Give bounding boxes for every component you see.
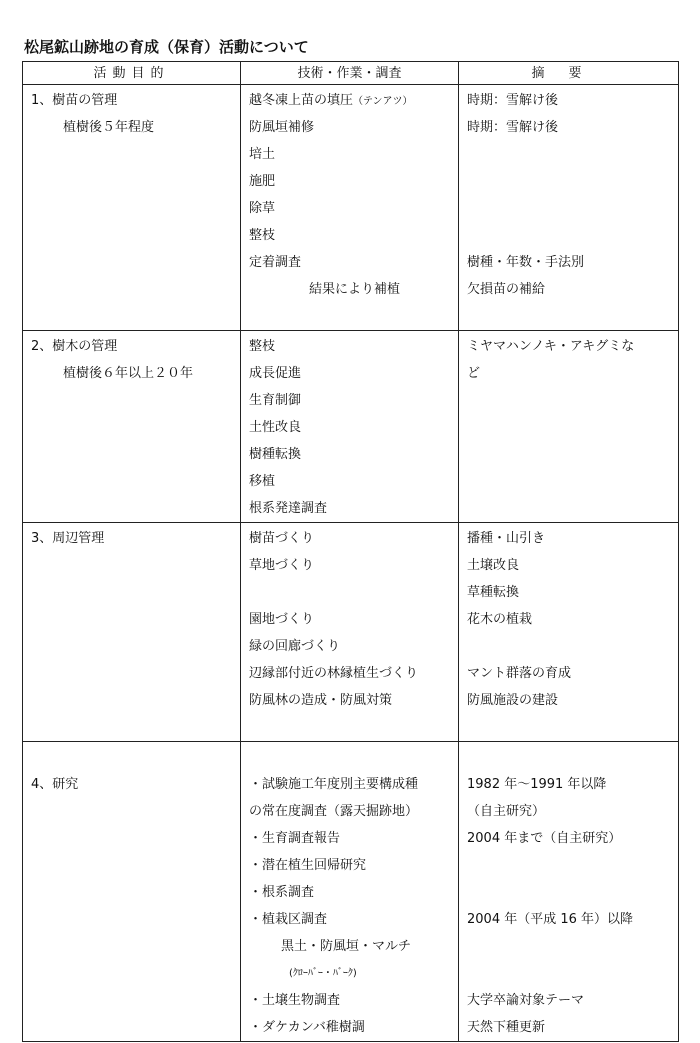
- summary-item: 樹種・年数・手法別: [467, 255, 585, 270]
- technique-item: 土性改良: [249, 420, 302, 435]
- summary-item: [467, 879, 670, 906]
- purpose-heading: 3、周辺管理: [31, 531, 105, 546]
- technique-item: ・生育調査報告: [249, 831, 341, 846]
- technique-item: ・潜在植生回帰研究: [249, 858, 367, 873]
- summary-item: ど: [467, 366, 481, 381]
- purpose-heading: 4、研究: [31, 777, 79, 792]
- summary-item: 花木の植栽: [467, 612, 533, 627]
- purpose-cell: [23, 331, 241, 523]
- technique-item: 生育制御: [249, 393, 302, 408]
- summary-item: 天然下種更新: [467, 1020, 546, 1035]
- table-row: [23, 85, 679, 331]
- technique-cell: [241, 742, 459, 1042]
- technique-item: 草地づくり: [249, 558, 315, 573]
- summary-item: [467, 222, 670, 249]
- summary-item: 土壌改良: [467, 558, 520, 573]
- technique-item: 樹種転換: [249, 447, 302, 462]
- summary-item: [467, 195, 670, 222]
- technique-item: 整枝: [249, 339, 276, 354]
- technique-item: 根系発達調査: [249, 501, 328, 516]
- summary-item: [467, 168, 670, 195]
- technique-item: 辺縁部付近の林縁植生づくり: [249, 666, 419, 681]
- technique-item: 園地づくり: [249, 612, 315, 627]
- technique-item: 樹苗づくり: [249, 531, 315, 546]
- technique-item: 黒土・防風垣・マルチ: [281, 939, 412, 954]
- summary-item: [467, 852, 670, 879]
- header-technique: 技術・作業・調査: [241, 62, 459, 85]
- summary-cell: [459, 742, 679, 1042]
- summary-item: （自主研究）: [467, 804, 546, 819]
- table-header-row: [23, 62, 679, 85]
- technique-cell: [241, 523, 459, 742]
- technique-item: ・ダケカンバ稚樹調: [249, 1020, 365, 1035]
- summary-item: [467, 141, 670, 168]
- table-row: [23, 742, 679, 1042]
- summary-item: 2004 年まで（自主研究）: [467, 831, 622, 846]
- technique-item: 除草: [249, 201, 276, 216]
- technique-item: 移植: [249, 474, 276, 489]
- technique-item: 防風垣補修: [249, 120, 315, 135]
- activity-table: [22, 61, 679, 1042]
- purpose-detail: 植樹後６年以上２０年: [63, 366, 194, 381]
- technique-item: 越冬凍上苗の填圧（テンアツ）: [249, 93, 413, 108]
- technique-item: 防風林の造成・防風対策: [249, 693, 393, 708]
- page-title: 松尾鉱山跡地の育成（保育）活動について: [24, 38, 309, 56]
- technique-item: ・土壌生物調査: [249, 993, 341, 1008]
- technique-item: ・根系調査: [249, 885, 315, 900]
- purpose-heading: 2、樹木の管理: [31, 339, 118, 354]
- summary-item: 草種転換: [467, 585, 520, 600]
- summary-item: 1982 年～1991 年以降: [467, 777, 607, 792]
- summary-item: マント群落の育成: [467, 666, 572, 681]
- purpose-cell: [23, 85, 241, 331]
- summary-item: 大学卒論対象テーマ: [467, 993, 585, 1008]
- table-row: [23, 523, 679, 742]
- technique-item: 整枝: [249, 228, 276, 243]
- technique-cell: [241, 331, 459, 523]
- technique-cell: [241, 85, 459, 331]
- summary-item: [467, 933, 670, 960]
- technique-item: 培土: [249, 147, 276, 162]
- technique-item: 緑の回廊づくり: [249, 639, 341, 654]
- summary-item: 2004 年（平成 16 年）以降: [467, 912, 634, 927]
- summary-cell: [459, 331, 679, 523]
- technique-item: ・試験施工年度別主要構成種: [249, 777, 419, 792]
- summary-item: 時期：雪解け後: [467, 120, 559, 135]
- technique-item: の常在度調査（露天掘跡地）: [249, 804, 419, 819]
- technique-item: 施肥: [249, 174, 276, 189]
- technique-item: 定着調査: [249, 255, 302, 270]
- table-row: [23, 331, 679, 523]
- summary-cell: [459, 523, 679, 742]
- technique-item: ・植栽区調査: [249, 912, 328, 927]
- summary-item: 時期：雪解け後: [467, 93, 559, 108]
- purpose-detail: 植樹後５年程度: [63, 120, 155, 135]
- technique-item: [249, 579, 450, 606]
- summary-item: ミヤマハンノキ・アキグミな: [467, 339, 635, 354]
- summary-cell: [459, 85, 679, 331]
- header-summary: 摘要: [459, 62, 679, 85]
- technique-item: (ｸﾛｰﾊﾞｰ・ﾊﾞｰｸ): [289, 968, 357, 979]
- summary-item: 欠損苗の補給: [467, 282, 546, 297]
- summary-item: 防風施設の建設: [467, 693, 559, 708]
- purpose-cell: [23, 742, 241, 1042]
- technique-item: 結果により補植: [309, 282, 401, 297]
- summary-item: [467, 633, 670, 660]
- technique-item: 成長促進: [249, 366, 302, 381]
- summary-item: [467, 960, 670, 987]
- technique-item-note: （テンアツ）: [353, 96, 413, 107]
- header-purpose: 活動目的: [23, 62, 241, 85]
- purpose-cell: [23, 523, 241, 742]
- summary-item: 播種・山引き: [467, 531, 546, 546]
- purpose-heading: 1、樹苗の管理: [31, 93, 118, 108]
